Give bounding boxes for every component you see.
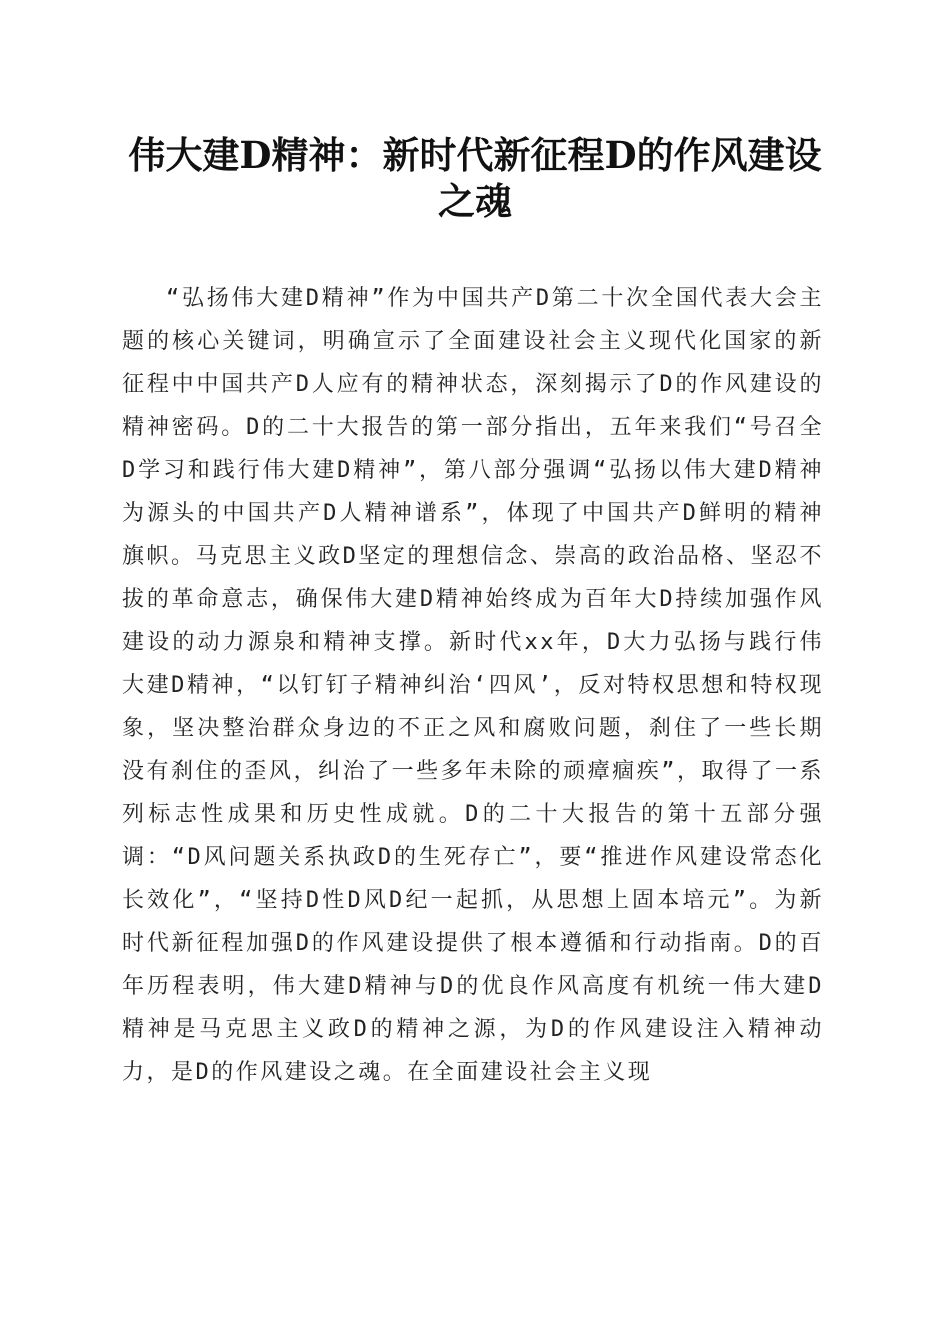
document-title: 伟大建D精神：新时代新征程D的作风建设之魂	[128, 133, 822, 223]
body-paragraph: “弘扬伟大建D精神”作为中国共产D第二十次全国代表大会主题的核心关键词，明确宣示了全面建设社会主义现代化国家的新征程中中国共产D人应有的精神状态，深刻揭示了D的作风建设的精神密码。D的二十大报告的第一部分指出，五年来我们“号召全D学习和践行伟大建D精神”，第八部分强调“弘扬以伟大建D精神为源头的中国共产D人精神谱系”，体现了中国共产D鲜明的精神旗帜。马克思主义政D坚定的理想信念、崇高的政治品格、坚忍不拔的革命意志，确保伟大建D精神始终成为百年大D持续加强作风建设的动力源泉和精神支撑。新时代xx年，D大力弘扬与践行伟大建D精神，“以钉钉子精神纠治‘四风’，反对特权思想和特权现象，坚决整治群众身边的不正之风和腐败问题，刹住了一些长期没有刹住的歪风，纠治了一些多年未除的顽瘴痼疾”，取得了一系列标志性成果和历史性成就。D的二十大报告的第十五部分强调：“D风问题关系执政D的生死存亡”，要“推进作风建设常态化长效化”，“坚持D性D风D纪一起抓，从思想上固本培元”。为新时代新征程加强D的作风建设提供了根本遵循和行动指南。D的百年历程表明，伟大建D精神与D的优良作风高度有机统一伟大建D精神是马克思主义政D的精神之源，为D的作风建设注入精神动力，是D的作风建设之魂。在全面建设社会主义现	[122, 286, 824, 1085]
